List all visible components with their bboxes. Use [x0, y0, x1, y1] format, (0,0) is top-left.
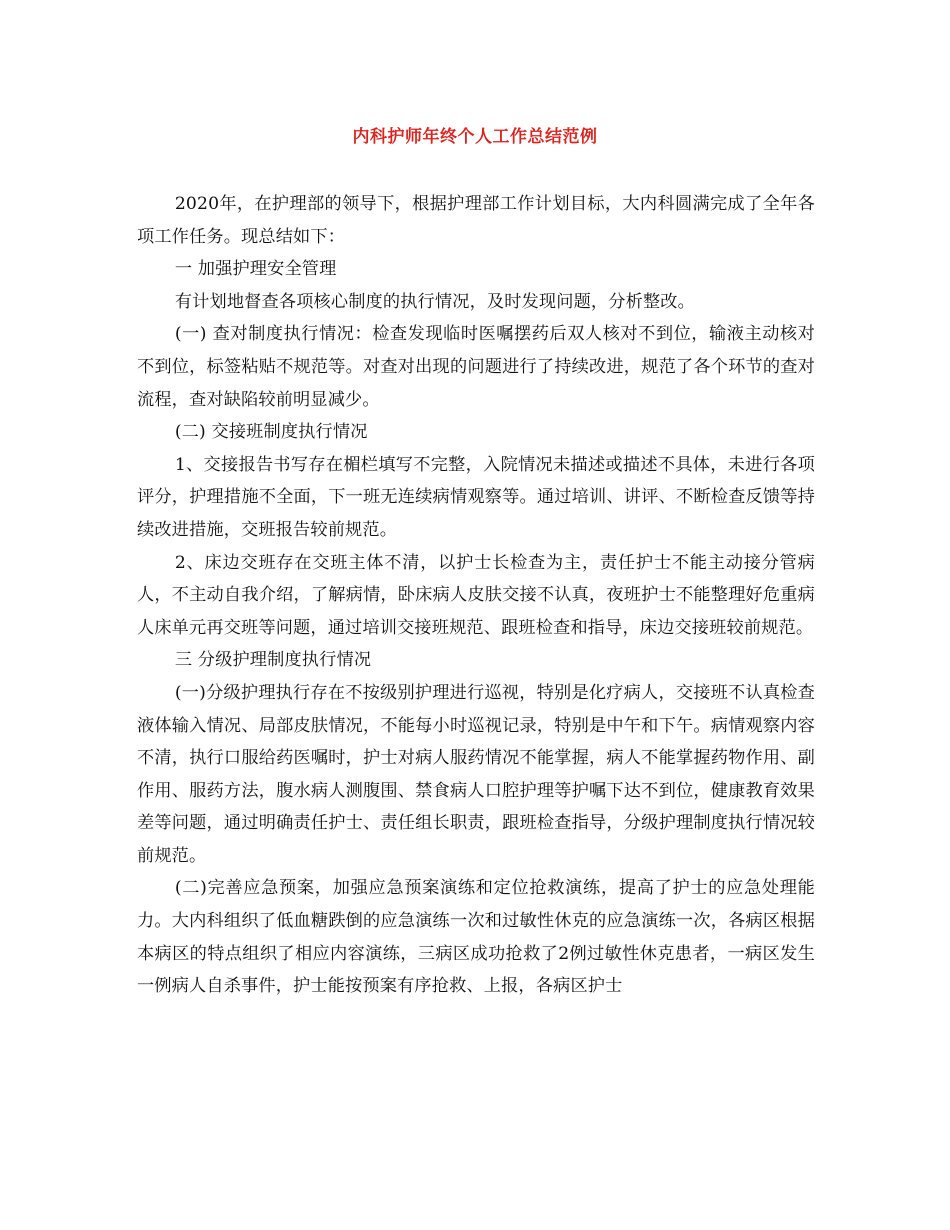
paragraph-intro: 2020年，在护理部的领导下，根据护理部工作计划目标，大内科圆满完成了全年各项工作任务。现总结如下：: [137, 194, 815, 247]
subheading-shift-handover: (二) 交接班制度执行情况: [174, 422, 368, 443]
paragraph-handover-report: 1、交接报告书写存在楣栏填写不完整，入院情况未描述或描述不具体，未进行各项评分，护理措施不全面，下一班无连续病情观察等。通过培训、讲评、不断检查反馈等持续改进措施，交班报告较前规范。: [137, 454, 815, 540]
paragraph-bedside-handover: 2、床边交班存在交班主体不清，以护士长检查为主，责任护士不能主动接分管病人，不主动自我介绍，了解病情，卧床病人皮肤交接不认真，夜班护士不能整理好危重病人床单元再交班等问题，通过培训交接班规范、跟班检查和指导，床边交接班较前规范。: [137, 552, 815, 638]
heading-graded-nursing: 三 分级护理制度执行情况: [174, 650, 372, 671]
paragraph-emergency-plan: (二)完善应急预案，加强应急预案演练和定位抢救演练，提高了护士的应急处理能力。大内科组织了低血糖跌倒的应急演练一次和过敏性休克的应急演练一次，各病区根据本病区的特点组织了相应内容演练，三病区成功抢救了2例过敏性休克患者，一病区发生一例病人自杀事件，护士能按预案有序抢救、上报，各病区护士: [137, 878, 815, 997]
paragraph-core-system-supervision: 有计划地督查各项核心制度的执行情况，及时发现问题，分析整改。: [174, 291, 695, 312]
document-body: [137, 188, 815, 1003]
paragraph-graded-nursing-issues: (一)分级护理执行存在不按级别护理进行巡视，特别是化疗病人，交接班不认真检查液体输入情况、局部皮肤情况，不能每小时巡视记录，特别是中午和下午。病情观察内容不清，执行口服给药医嘱时，护士对病人服药情况不能掌握，病人不能掌握药物作用、副作用、服药方法，腹水病人测腹围、禁食病人口腔护理等护嘱下达不到位，健康教育效果差等问题，通过明确责任护士、责任组长职责，跟班检查指导，分级护理制度执行情况较前规范。: [137, 682, 815, 866]
paragraph-check-system: (一) 查对制度执行情况：检查发现临时医嘱摆药后双人核对不到位，输液主动核对不到位，标签粘贴不规范等。对查对出现的问题进行了持续改进，规范了各个环节的查对流程，查对缺陷较前明显减少。: [137, 324, 815, 410]
document-title: 内科护师年终个人工作总结范例: [352, 127, 598, 147]
heading-safety-management: 一 加强护理安全管理: [174, 259, 337, 280]
